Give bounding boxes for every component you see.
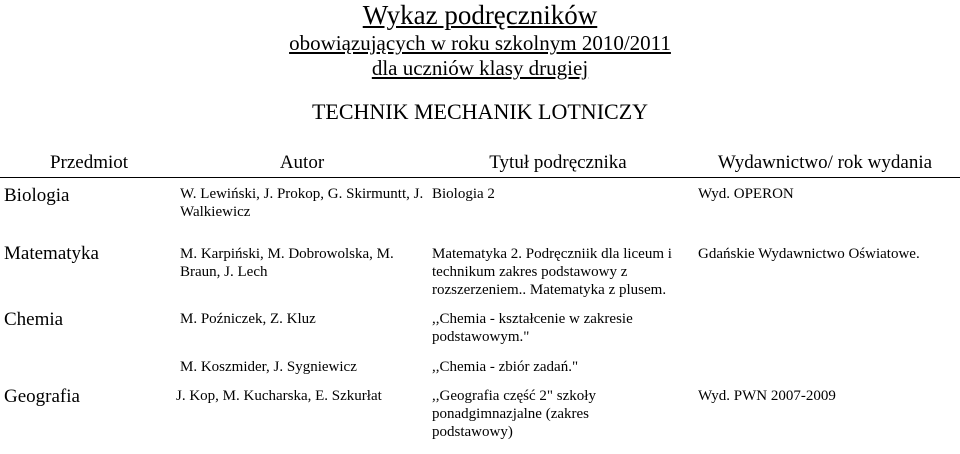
table-divider: [0, 177, 960, 178]
column-header-publisher: Wydawnictwo/ rok wydania: [717, 152, 933, 173]
column-header-title: Tytuł podręcznika: [489, 152, 627, 173]
program-heading: TECHNIK MECHANIK LOTNICZY: [311, 99, 649, 124]
document-subtitle-class: dla uczniów klasy drugiej: [371, 56, 589, 80]
document-subtitle-year: obowiązujących w roku szkolnym 2010/2011: [289, 31, 671, 55]
document-title: Wykaz podręczników: [362, 0, 598, 30]
subject-cell: Chemia: [4, 309, 64, 330]
column-header-author: Autor: [279, 152, 325, 173]
title-cell: ,,Geografia część 2" szkoły ponadgimnazjalne (zakres podstawowy): [432, 388, 596, 440]
title-cell: Matematyka 2. Podręczniik dla liceum i technikum zakres podstawowy z rozszerzeniem.. Matematyka z plusem.: [432, 246, 672, 298]
title-cell: ,,Chemia - kształcenie w zakresie podstawowym.": [432, 311, 633, 345]
author-cell: M. Koszmider, J. Sygniewicz: [180, 359, 357, 375]
publisher-cell: Gdańskie Wydawnictwo Oświatowe.: [698, 246, 920, 262]
subject-cell: Geografia: [4, 386, 80, 407]
publisher-cell: Wyd. OPERON: [698, 186, 794, 202]
author-cell: W. Lewiński, J. Prokop, G. Skirmuntt, J. Walkiewicz: [180, 186, 424, 220]
author-cell: M. Karpiński, M. Dobrowolska, M. Braun, J. Lech: [180, 246, 394, 280]
subject-cell: Biologia: [4, 185, 70, 206]
subject-cell: Matematyka: [4, 243, 99, 264]
author-cell: M. Poźniczek, Z. Kluz: [180, 311, 316, 327]
publisher-cell: Wyd. PWN 2007-2009: [698, 388, 836, 404]
title-cell: ,,Chemia - zbiór zadań.": [432, 359, 579, 375]
author-cell: J. Kop, M. Kucharska, E. Szkurłat: [176, 388, 382, 404]
column-header-subject: Przedmiot: [49, 152, 129, 173]
title-cell: Biologia 2: [432, 186, 495, 202]
